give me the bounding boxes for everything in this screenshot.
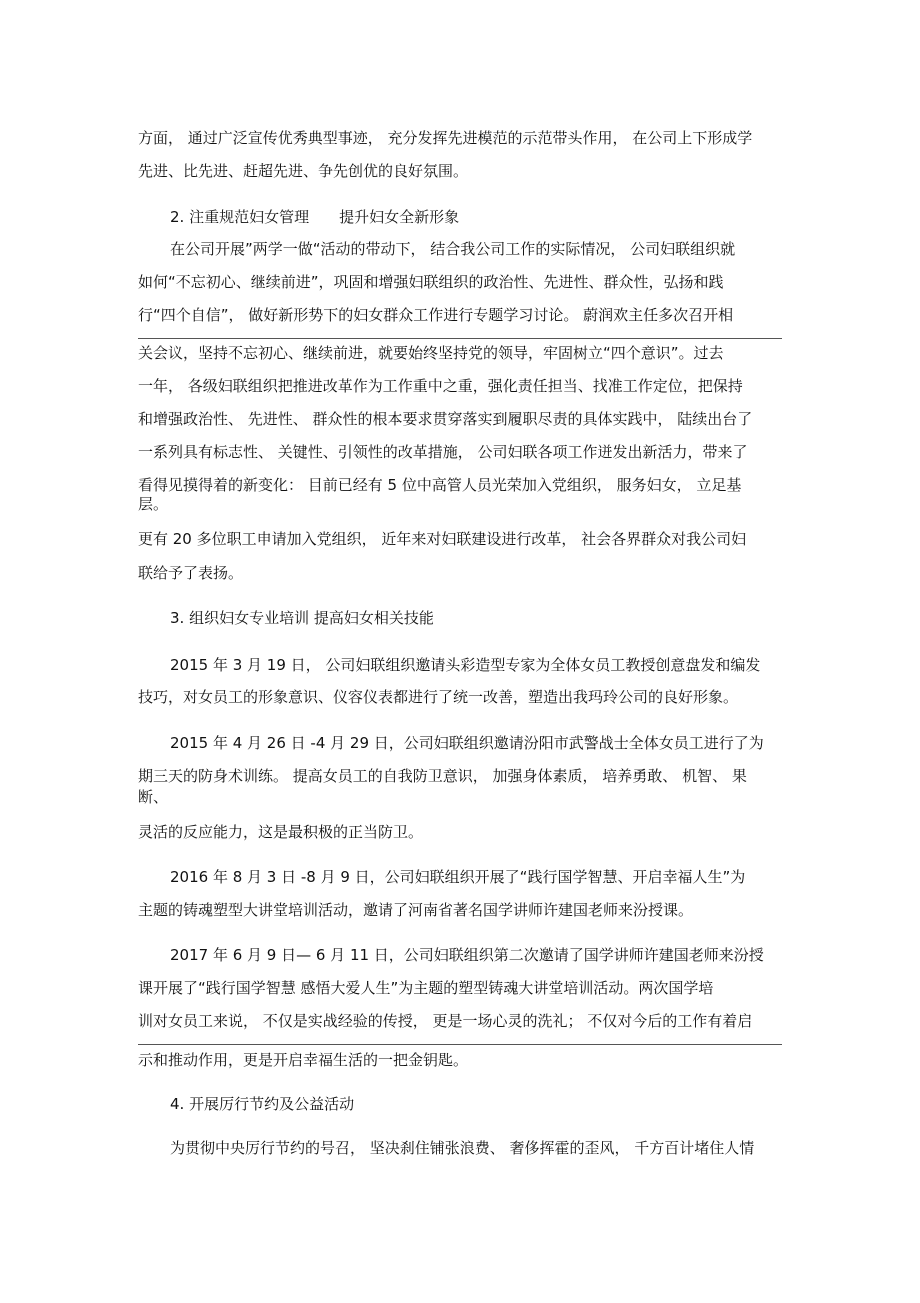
paragraph-line: 方面， 通过广泛宣传优秀典型事迹， 充分发挥先进模范的示范带头作用， 在公司上下形成学 <box>138 129 753 147</box>
paragraph-line: 为贯彻中央厉行节约的号召， 坚决刹住铺张浪费、 奢侈挥霍的歪风， 千方百计堵住人情 <box>170 1139 755 1157</box>
paragraph-line: 一系列具有标志性、 关键性、引领性的改革措施， 公司妇联各项工作迸发出新活力，带来了 <box>138 443 748 461</box>
section-heading: 3. 组织妇女专业培训 提高妇女相关技能 <box>170 609 434 627</box>
paragraph-line: 联给予了表扬。 <box>138 564 244 582</box>
paragraph-line: 行“四个自信”， 做好新形势下的妇女群众工作进行专题学习讨论。 蔚润欢主任多次召开相 <box>138 306 734 324</box>
paragraph-line: 2016 年 8 月 3 日 -8 月 9 日，公司妇联组织开展了“践行国学智慧、开启幸福人生”为 <box>170 868 746 886</box>
paragraph-line: 训对女员工来说， 不仅是实战经验的传授， 更是一场心灵的洗礼； 不仅对今后的工作有着启 <box>138 1012 753 1030</box>
paragraph-line: 一年， 各级妇联组织把推进改革作为工作重中之重，强化责任担当、找准工作定位，把保持 <box>138 377 743 395</box>
paragraph-line: 层。 <box>138 495 169 513</box>
paragraph-line: 技巧，对女员工的形象意识、仪容仪表都进行了统一改善，塑造出我玛玲公司的良好形象。 <box>138 688 739 706</box>
paragraph-line: 先进、比先进、赶超先进、争先创优的良好氛围。 <box>138 162 469 180</box>
paragraph-line: 在公司开展”两学一做“活动的带动下， 结合我公司工作的实际情况， 公司妇联组织就 <box>170 240 736 258</box>
paragraph-line: 灵活的反应能力，这是最积极的正当防卫。 <box>138 823 424 841</box>
paragraph-line: 如何“不忘初心、继续前进”，巩固和增强妇联组织的政治性、先进性、群众性，弘扬和践 <box>138 273 724 291</box>
horizontal-rule <box>138 338 782 339</box>
paragraph-line: 看得见摸得着的新变化： 目前已经有 5 位中高管人员光荣加入党组织， 服务妇女， 立足基 <box>138 476 742 494</box>
paragraph-line: 主题的铸魂塑型大讲堂培训活动，邀请了河南省著名国学讲师许建国老师来汾授课。 <box>138 901 694 919</box>
paragraph-line: 课开展了“践行国学智慧 感悟大爱人生”为主题的塑型铸魂大讲堂培训活动。两次国学培 <box>138 979 714 997</box>
section-heading: 2. 注重规范妇女管理 提升妇女全新形象 <box>170 208 460 226</box>
paragraph-line: 2015 年 3 月 19 日， 公司妇联组织邀请头彩造型专家为全体女员工教授创意盘发和编发 <box>170 656 761 674</box>
paragraph-line: 断、 <box>138 788 169 806</box>
paragraph-line: 更有 20 多位职工申请加入党组织， 近年来对妇联建设进行改革， 社会各界群众对我公司妇 <box>138 530 747 548</box>
section-heading: 4. 开展厉行节约及公益活动 <box>170 1095 355 1113</box>
paragraph-line: 期三天的防身术训练。 提高女员工的自我防卫意识， 加强身体素质， 培养勇敢、 机智、 果 <box>138 767 747 785</box>
paragraph-line: 关会议，坚持不忘初心、继续前进，就要始终坚持党的领导，牢固树立“四个意识”。过去 <box>138 344 724 362</box>
paragraph-line: 2017 年 6 月 9 日— 6 月 11 日，公司妇联组织第二次邀请了国学讲师许建国老师来汾授 <box>170 946 764 964</box>
paragraph-line: 和增强政治性、 先进性、 群众性的根本要求贯穿落实到履职尽责的具体实践中， 陆续出台了 <box>138 410 753 428</box>
paragraph-line: 2015 年 4 月 26 日 -4 月 29 日，公司妇联组织邀请汾阳市武警战士全体女员工进行了为 <box>170 734 764 752</box>
horizontal-rule <box>138 1044 782 1045</box>
paragraph-line: 示和推动作用，更是开启幸福生活的一把金钥匙。 <box>138 1051 469 1069</box>
